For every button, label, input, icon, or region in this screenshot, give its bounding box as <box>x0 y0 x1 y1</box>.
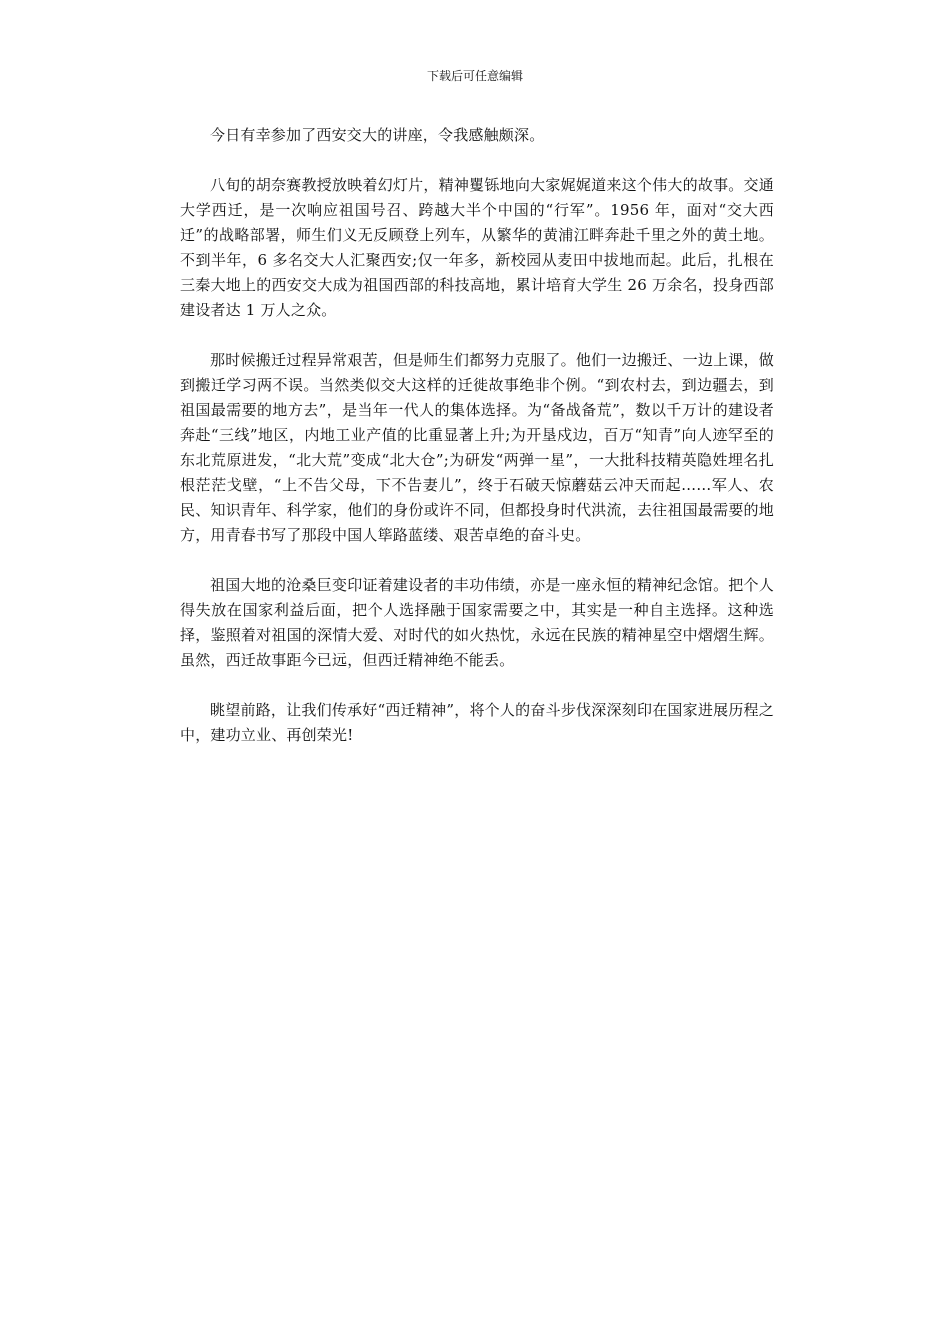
document-body <box>180 123 774 773</box>
paragraph-3: 那时候搬迁过程异常艰苦，但是师生们都努力克服了。他们一边搬迁、一边上课，做到搬迁学习两不误。当然类似交大这样的迁徙故事绝非个例。“到农村去，到边疆去，到祖国最需要的地方去”，是当年一代人的集体选择。为“备战备荒”，数以千万计的建设者奔赴“三线”地区，内地工业产值的比重显著上升;为开垦戍边，百万“知青”向人迹罕至的东北荒原进发，“北大荒”变成“北大仓”;为研发“两弹一星”，一大批科技精英隐姓埋名扎根茫茫戈壁，“上不告父母，下不告妻儿”，终于石破天惊蘑菇云冲天而起……军人、农民、知识青年、科学家，他们的身份或许不同，但都投身时代洪流，去往祖国最需要的地方，用青春书写了那段中国人筚路蓝缕、艰苦卓绝的奋斗史。 <box>180 351 774 544</box>
paragraph-5: 眺望前路，让我们传承好“西迁精神”，将个人的奋斗步伐深深刻印在国家进展历程之中，建功立业、再创荣光! <box>180 701 774 744</box>
header-note: 下载后可任意编辑 <box>426 69 523 83</box>
paragraph-2: 八旬的胡奈赛教授放映着幻灯片，精神矍铄地向大家娓娓道来这个伟大的故事。交通大学西迁，是一次响应祖国号召、跨越大半个中国的“行军”。1956 年，面对“交大西迁”的战略部署，师生们义无反顾登上列车，从繁华的黄浦江畔奔赴千里之外的黄土地。不到半年，6 多名交大人汇聚西安;仅一年多，新校园从麦田中拔地而起。此后，扎根在三秦大地上的西安交大成为祖国西部的科技高地，累计培育大学生 26 万余名，投身西部建设者达 1 万人之众。 <box>180 176 774 319</box>
paragraph-4: 祖国大地的沧桑巨变印证着建设者的丰功伟绩，亦是一座永恒的精神纪念馆。把个人得失放在国家利益后面，把个人选择融于国家需要之中，其实是一种自主选择。这种选择，鉴照着对祖国的深情大爱、对时代的如火热忱，永远在民族的精神星空中熠熠生辉。虽然，西迁故事距今已远，但西迁精神绝不能丢。 <box>180 576 774 669</box>
paragraph-1: 今日有幸参加了西安交大的讲座，令我感触颇深。 <box>210 126 545 144</box>
